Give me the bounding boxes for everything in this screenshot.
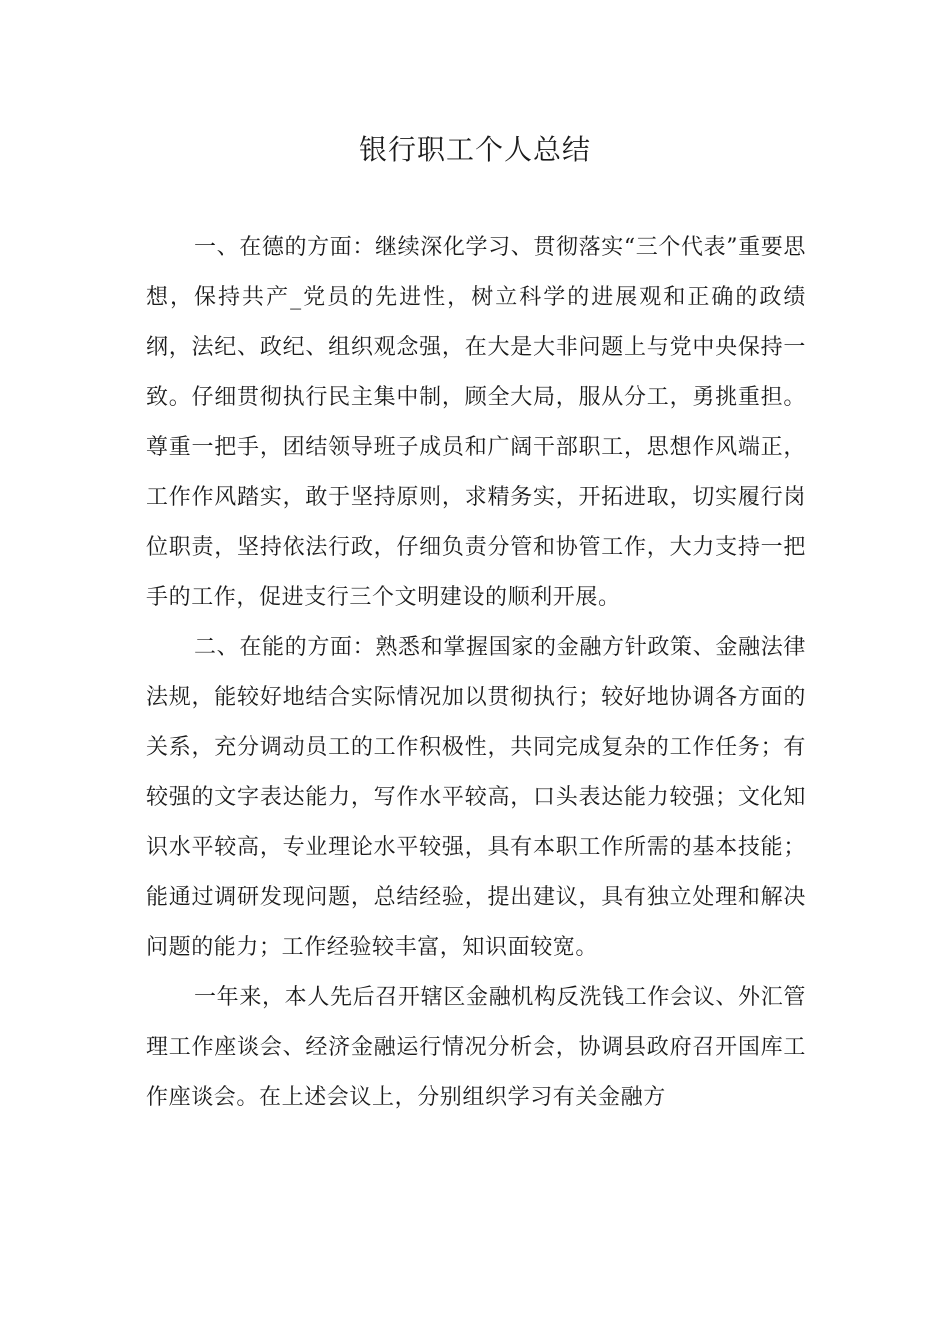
paragraph-moral-aspect: 一、在德的方面：继续深化学习、贯彻落实“三个代表”重要思想，保持共产_党员的先进性，树立科学的进展观和正确的政绩纲，法纪、政纪、组织观念强，在大是大非问题上与党中央保持一致。仔细贯彻执行民主集中制，顾全大局，服从分工，勇挑重担。尊重一把手，团结领导班子成员和广阔干部职工，思想作风端正，工作作风踏实，敢于坚持原则，求精务实，开拓进取，切实履行岗位职责，坚持依法行政，仔细负责分管和协管工作，大力支持一把手的工作，促进支行三个文明建设的顺利开展。 (146, 235, 806, 610)
document-title: 银行职工个人总结 (358, 133, 591, 166)
paragraph-ability-aspect: 二、在能的方面：熟悉和掌握国家的金融方针政策、金融法律法规，能较好地结合实际情况加以贯彻执行；较好地协调各方面的关系，充分调动员工的工作积极性，共同完成复杂的工作任务；有较强的文字表达能力，写作水平较高，口头表达能力较强；文化知识水平较高，专业理论水平较强，具有本职工作所需的基本技能；能通过调研发现问题，总结经验，提出建议，具有独立处理和解决问题的能力；工作经验较丰富，知识面较宽。 (146, 635, 806, 960)
paragraph-year-review: 一年来，本人先后召开辖区金融机构反洗钱工作会议、外汇管理工作座谈会、经济金融运行情况分析会，协调县政府召开国库工作座谈会。在上述会议上，分别组织学习有关金融方 (146, 985, 806, 1110)
document-body (146, 223, 806, 1123)
